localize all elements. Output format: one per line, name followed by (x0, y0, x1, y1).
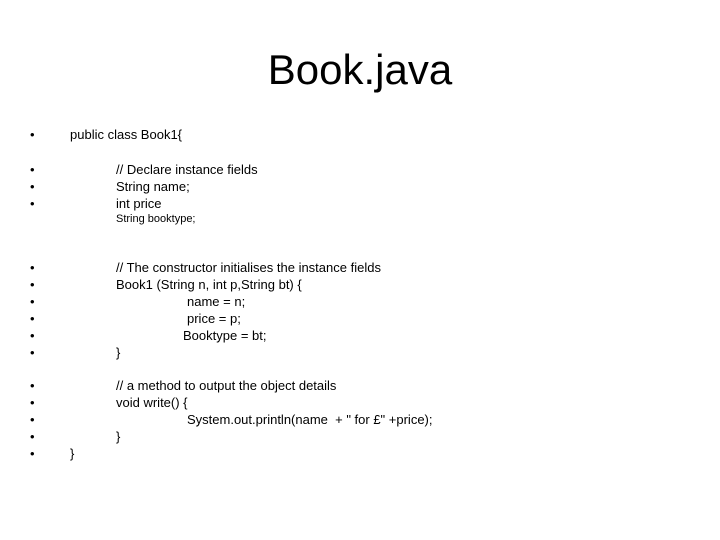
code-line: String name; (116, 179, 190, 194)
bullet: • (30, 294, 35, 309)
code-line: // Declare instance fields (116, 162, 258, 177)
bullet: • (30, 412, 35, 427)
bullet: • (30, 162, 35, 177)
bullet: • (30, 196, 35, 211)
bullet: • (30, 127, 35, 142)
code-line: // a method to output the object details (116, 378, 337, 393)
bullet: • (30, 345, 35, 360)
code-line: name = n; (187, 294, 246, 309)
code-line: void write() { (116, 395, 188, 410)
code-line: price = p; (187, 311, 241, 326)
code-line: Booktype = bt; (183, 328, 267, 343)
bullet: • (30, 277, 35, 292)
code-line: } (70, 446, 75, 461)
code-line: String booktype; (116, 213, 196, 225)
code-line: Book1 (String n, int p,String bt) { (116, 277, 302, 292)
code-line: public class Book1{ (70, 127, 183, 142)
bullet: • (30, 378, 35, 393)
bullet: • (30, 311, 35, 326)
bullet: • (30, 395, 35, 410)
bullet: • (30, 260, 35, 275)
code-line: int price (116, 196, 162, 211)
code-line: // The constructor initialises the instance fields (116, 260, 381, 275)
code-line: } (116, 345, 121, 360)
code-line: System.out.println(name + " for £" +price); (187, 412, 433, 427)
code-line: } (116, 429, 121, 444)
bullet: • (30, 328, 35, 343)
bullet: • (30, 446, 35, 461)
bullet: • (30, 429, 35, 444)
slide-title: Book.java (267, 46, 453, 93)
bullet: • (30, 179, 35, 194)
